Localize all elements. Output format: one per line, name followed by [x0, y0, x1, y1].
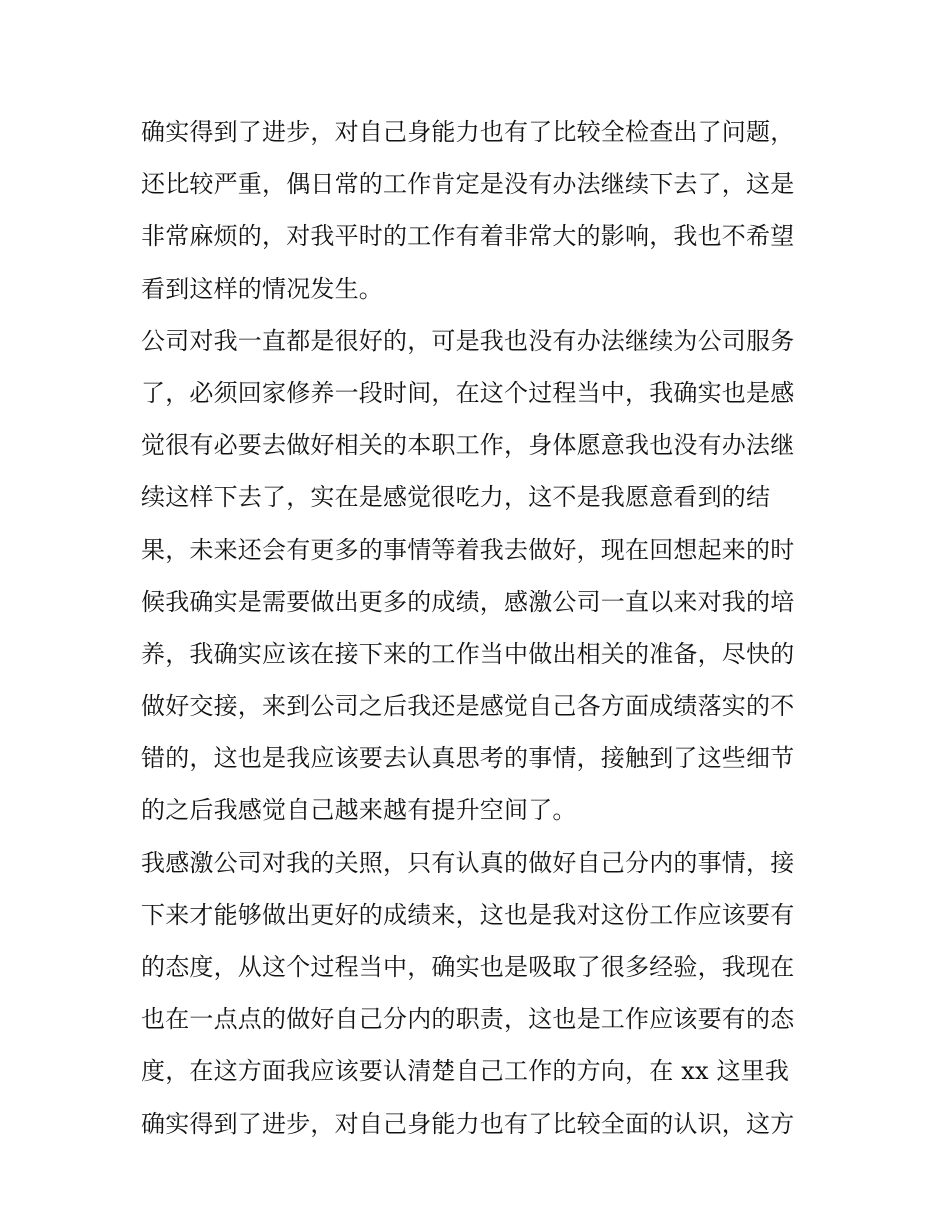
- text-line: 做好交接，来到公司之后我还是感觉自己各方面成绩落实的不: [141, 692, 795, 721]
- text-line: 看到这样的情况发生。: [141, 274, 383, 303]
- text-line: 错的，这也是我应该要去认真思考的事情，接触到了这些细节: [141, 744, 795, 773]
- text-line: 候我确实是需要做出更多的成绩，感激公司一直以来对我的培: [141, 587, 795, 616]
- text-line: 我感激公司对我的关照，只有认真的做好自己分内的事情，接: [141, 848, 795, 877]
- text-line: 的之后我感觉自己越来越有提升空间了。: [141, 796, 577, 825]
- text-line: 确实得到了进步，对自己身能力也有了比较全面的认识，这方: [141, 1109, 795, 1138]
- document-body: [141, 106, 821, 1150]
- text-line: 度，在这方面我应该要认清楚自己工作的方向，在 xx 这里我: [141, 1057, 790, 1086]
- text-line: 非常麻烦的，对我平时的工作有着非常大的影响，我也不希望: [141, 222, 795, 251]
- text-line: 还比较严重，偶日常的工作肯定是没有办法继续下去了，这是: [141, 170, 795, 199]
- text-line: 公司对我一直都是很好的，可是我也没有办法继续为公司服务: [141, 326, 795, 355]
- text-line: 的态度，从这个过程当中，确实也是吸取了很多经验，我现在: [141, 953, 795, 981]
- text-line: 了，必须回家修养一段时间，在这个过程当中，我确实也是感: [141, 378, 795, 407]
- text-line: 确实得到了进步，对自己身能力也有了比较全检查出了问题，: [141, 118, 795, 146]
- text-line: 觉很有必要去做好相关的本职工作，身体愿意我也没有办法继: [141, 431, 795, 460]
- text-line: 也在一点点的做好自己分内的职责，这也是工作应该要有的态: [141, 1005, 795, 1034]
- text-line: 果，未来还会有更多的事情等着我去做好，现在回想起来的时: [141, 535, 795, 564]
- text-line: 养，我确实应该在接下来的工作当中做出相关的准备，尽快的: [141, 639, 795, 668]
- text-line: 续这样下去了，实在是感觉很吃力，这不是我愿意看到的结: [141, 483, 771, 512]
- text-line: 下来才能够做出更好的成绩来，这也是我对这份工作应该要有: [141, 900, 795, 929]
